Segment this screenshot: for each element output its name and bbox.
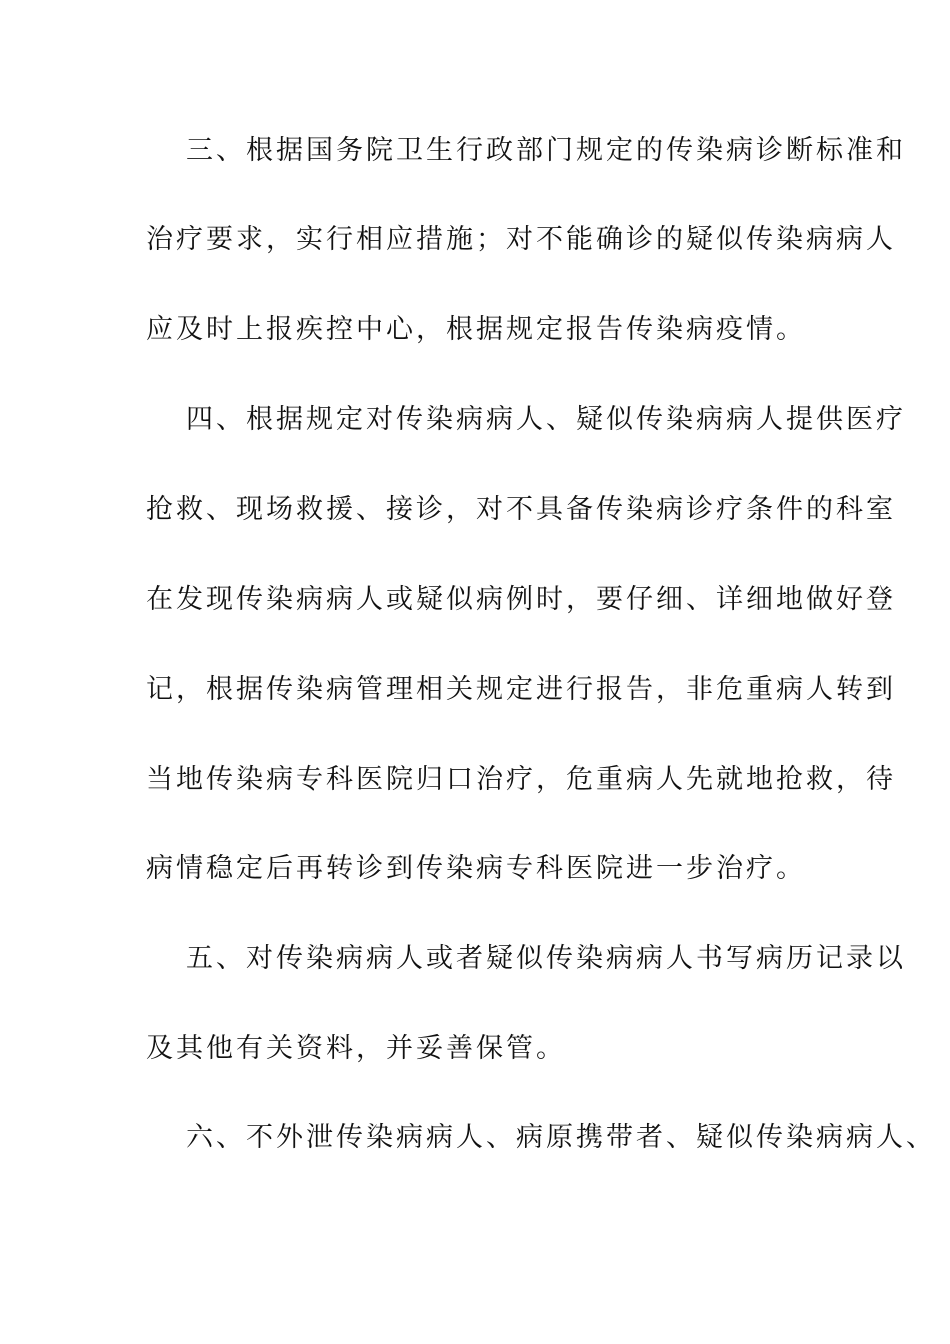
paragraph-4-line-4: 记，根据传染病管理相关规定进行报告，非危重病人转到 [146,674,896,705]
paragraph-4-line-1: 四、根据规定对传染病病人、疑似传染病病人提供医疗 [186,404,906,435]
paragraph-3-line-3: 应及时上报疾控中心，根据规定报告传染病疫情。 [146,314,806,345]
paragraph-5-line-1: 五、对传染病病人或者疑似传染病病人书写病历记录以 [186,943,906,974]
paragraph-4-line-3: 在发现传染病病人或疑似病例时，要仔细、详细地做好登 [146,584,896,615]
paragraph-6-line-1: 六、不外泄传染病病人、病原携带者、疑似传染病病人、 [186,1122,936,1153]
paragraph-3-line-2: 治疗要求，实行相应措施；对不能确诊的疑似传染病病人 [146,224,896,255]
paragraph-4-line-2: 抢救、现场救援、接诊，对不具备传染病诊疗条件的科室 [146,494,896,525]
paragraph-4-line-6: 病情稳定后再转诊到传染病专科医院进一步治疗。 [146,853,806,884]
paragraph-3-line-1: 三、根据国务院卫生行政部门规定的传染病诊断标准和 [186,135,906,166]
paragraph-4-line-5: 当地传染病专科医院归口治疗，危重病人先就地抢救，待 [146,764,896,795]
paragraph-5-line-2: 及其他有关资料，并妥善保管。 [146,1033,566,1064]
